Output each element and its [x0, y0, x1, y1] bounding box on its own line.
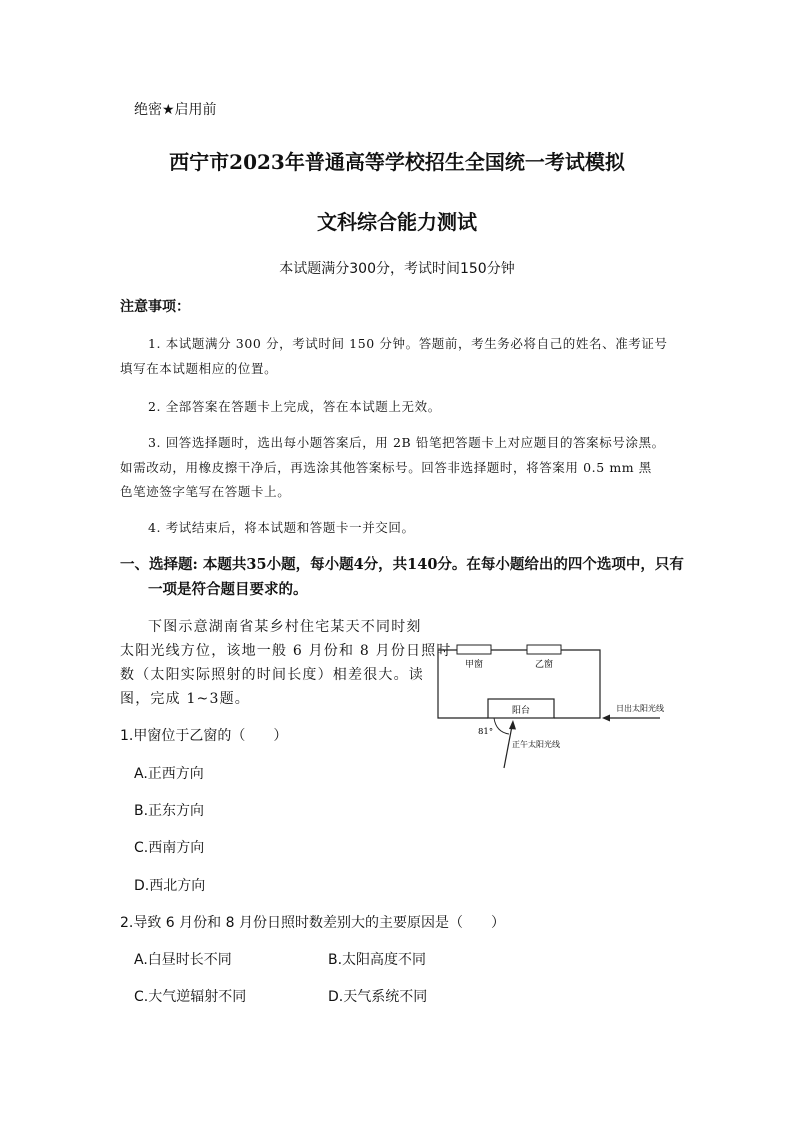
notice-item-3-cont2: 色笔迹签字笔写在答题卡上。 — [120, 484, 291, 499]
notice-item-1: 1. 本试题满分 300 分，考试时间 150 分钟。答题前，考生务必将自己的姓名、准考证号 — [148, 336, 668, 351]
noon-ray — [504, 726, 512, 768]
noon-ray-label: 正午太阳光线 — [512, 740, 560, 749]
angle-arc — [494, 718, 509, 734]
exam-duration-note: 本试题满分300分，考试时间150分钟 — [279, 261, 515, 277]
secret-label: 绝密★启用前 — [134, 102, 217, 118]
passage-line: 数（太阳实际照射的时间长度）相差很大。读 — [120, 667, 424, 683]
question-1-option-b: B.正东方向 — [134, 803, 205, 819]
noon-ray-arrow — [509, 720, 516, 730]
window-b — [527, 645, 561, 654]
window-b-label: 乙窗 — [534, 660, 554, 670]
passage-line: 下图示意湖南省某乡村住宅某天不同时刻 — [148, 619, 422, 635]
question-2-option-d: D.天气系统不同 — [328, 989, 428, 1005]
question-2-option-c: C.大气逆辐射不同 — [134, 989, 247, 1005]
notice-item-1-cont: 填写在本试题相应的位置。 — [120, 361, 278, 376]
window-a — [457, 645, 491, 654]
balcony-label: 阳台 — [511, 706, 531, 716]
notice-item-3-cont: 如需改动，用橡皮擦干净后，再选涂其他答案标号。回答非选择题时，将答案用 0.5 mm 黑 — [120, 460, 652, 475]
angle-label: 81° — [478, 727, 494, 737]
notice-item-2: 2. 全部答案在答题卡上完成，答在本试题上无效。 — [148, 399, 441, 414]
house-sunlight-diagram — [430, 640, 670, 770]
notice-heading: 注意事项： — [120, 299, 190, 315]
sunrise-ray-label: 日出太阳光线 — [616, 704, 664, 713]
section-heading: 一、选择题: 本题共35小题，每小题4分，共140分。在每小题给出的四个选项中，只有 — [120, 556, 684, 573]
question-1-stem: 1.甲窗位于乙窗的（ ） — [120, 728, 288, 744]
question-2-option-b: B.太阳高度不同 — [328, 952, 427, 968]
notice-item-3: 3. 回答选择题时，选出每小题答案后，用 2B 铅笔把答题卡上对应题目的答案标号涂黑。 — [148, 435, 665, 450]
exam-subject-title: 文科综合能力测试 — [317, 210, 477, 234]
section-heading-cont: 一项是符合题目要求的。 — [148, 581, 308, 598]
question-2-stem: 2.导致 6 月份和 8 月份日照时数差别大的主要原因是（ ） — [120, 915, 505, 931]
passage-line: 太阳光线方位，该地一般 6 月份和 8 月份日照时 — [120, 643, 452, 659]
question-1-option-c: C.西南方向 — [134, 840, 205, 856]
passage-line: 图，完成 1~3题。 — [120, 691, 250, 707]
question-2-option-a: A.白昼时长不同 — [134, 952, 232, 968]
question-1-option-d: D.西北方向 — [134, 878, 206, 894]
window-a-label: 甲窗 — [464, 660, 484, 670]
sunrise-ray-arrow — [602, 715, 610, 722]
notice-item-4: 4. 考试结束后，将本试题和答题卡一并交回。 — [148, 520, 415, 535]
exam-title: 西宁市2023年普通高等学校招生全国统一考试模拟 — [169, 150, 625, 174]
question-1-option-a: A.正西方向 — [134, 766, 204, 782]
